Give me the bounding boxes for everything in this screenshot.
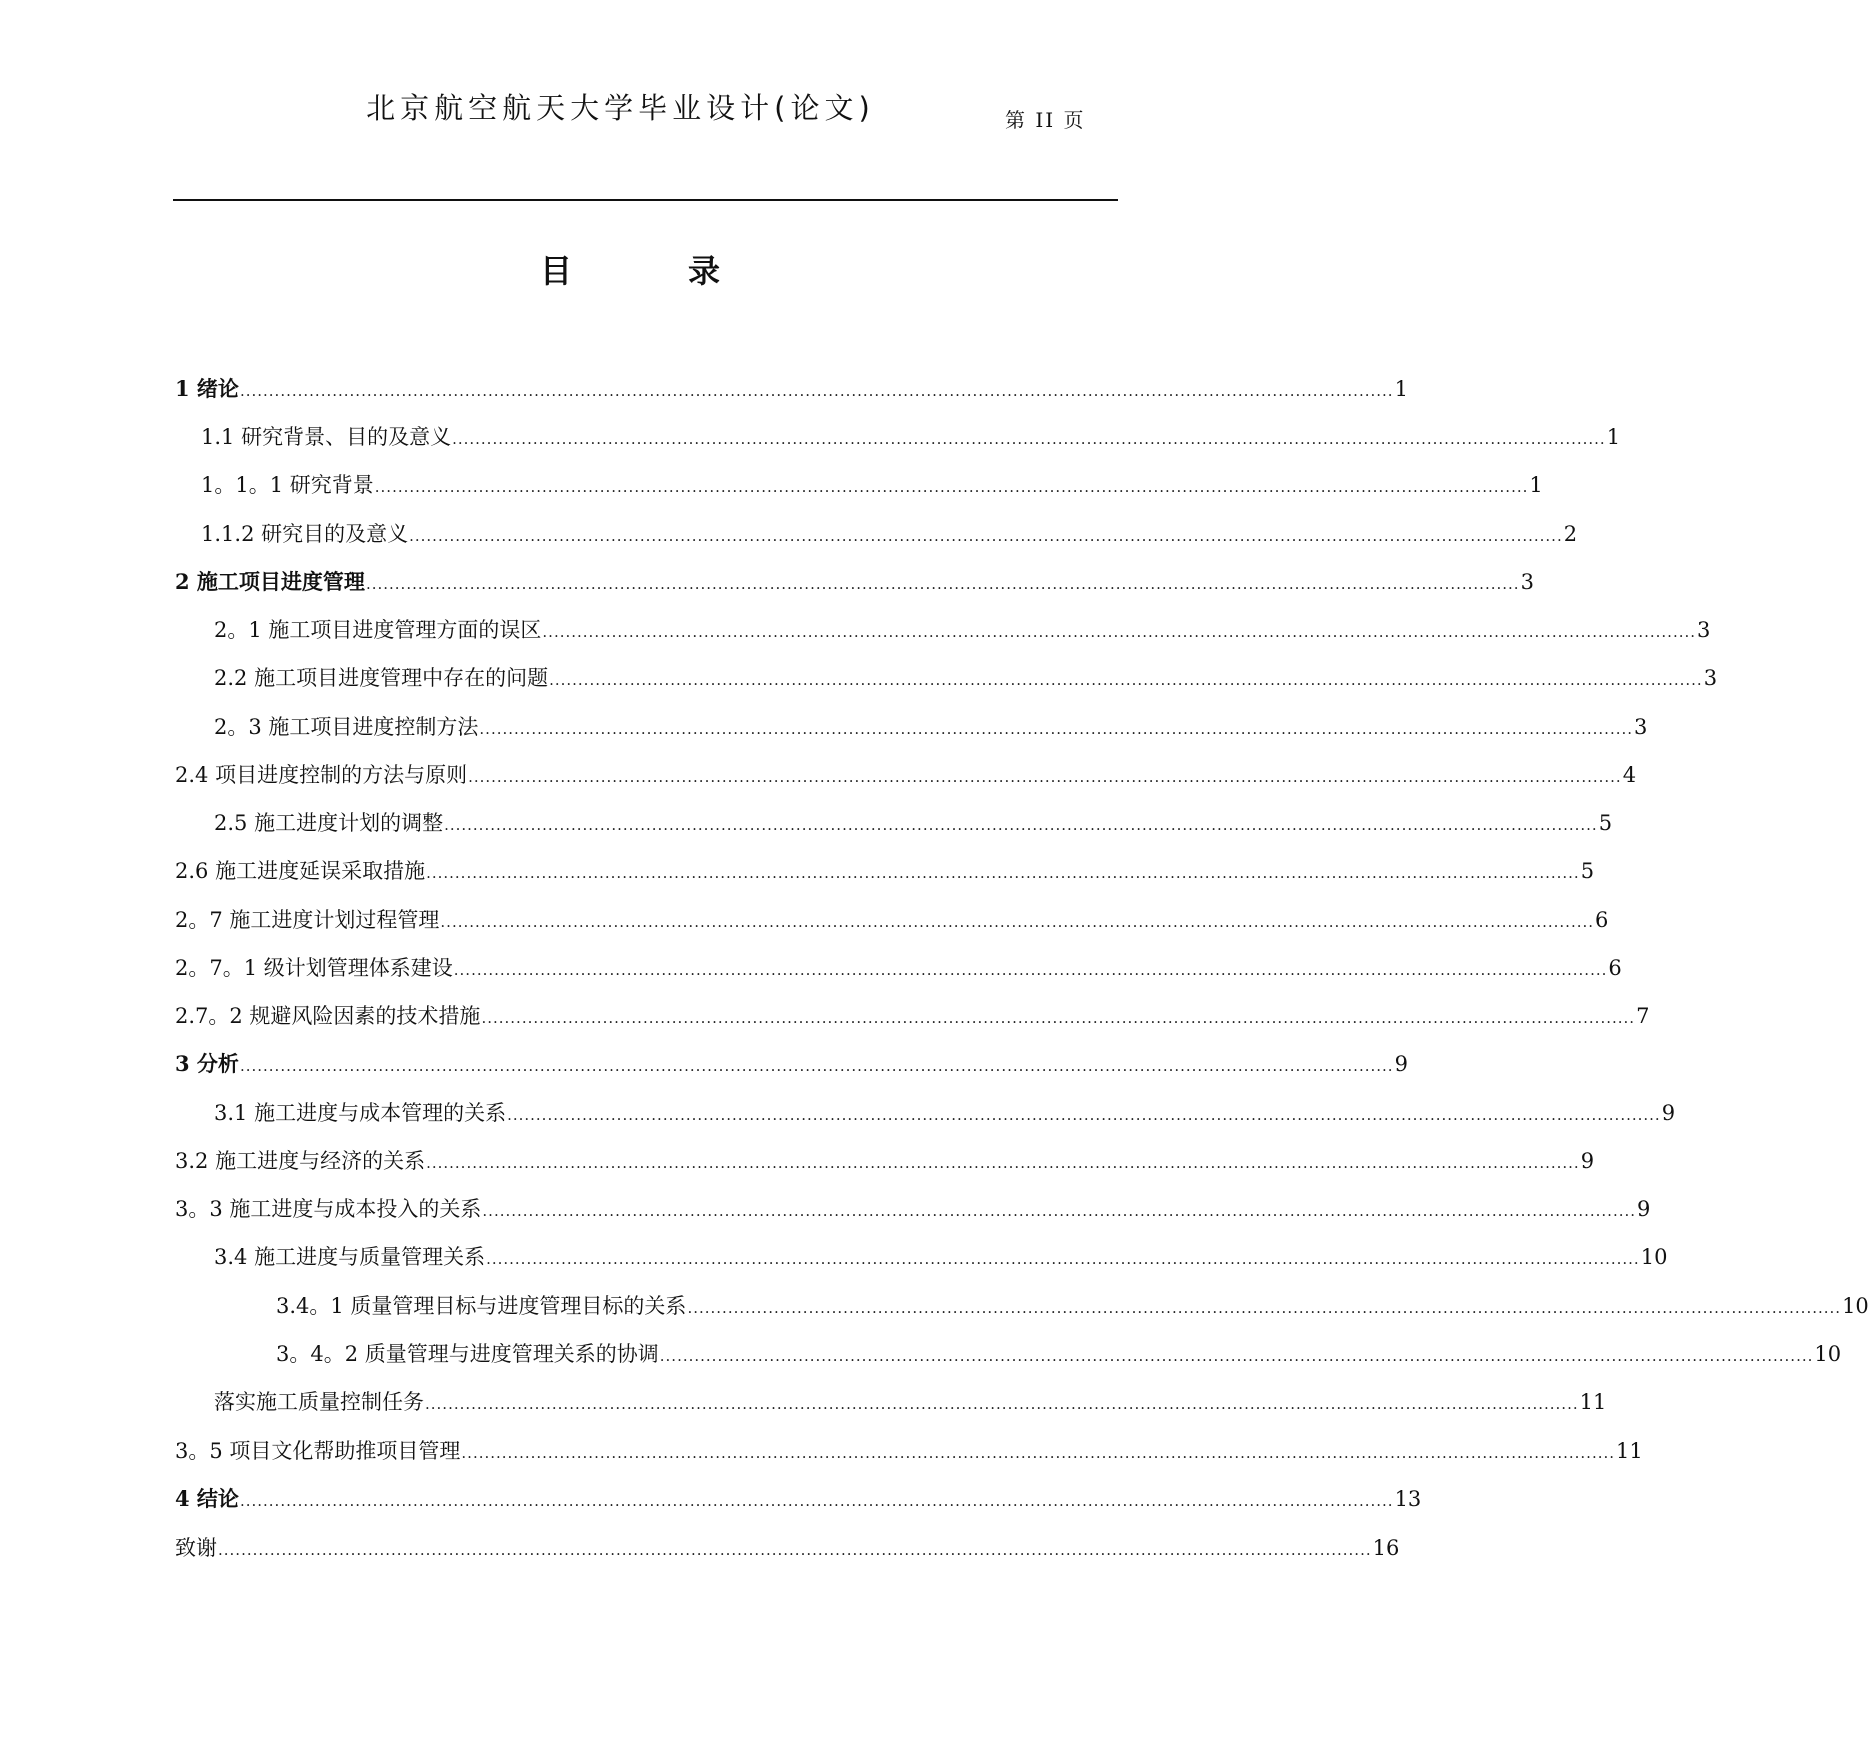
toc-entry-title: 2 施工项目进度管理	[175, 569, 365, 594]
toc-leader: ........................................................................................................................................................................................................	[409, 527, 1563, 545]
toc-entry-page: 1	[1394, 377, 1408, 401]
toc-entry-page: 4	[1622, 763, 1637, 787]
toc-entry-page: 6	[1608, 956, 1622, 980]
toc-entry[interactable]	[175, 1193, 1651, 1223]
toc-entry-page: 10	[1814, 1342, 1842, 1366]
toc-leader: ........................................................................................................................................................................................................	[425, 1395, 1579, 1413]
toc-entry-page: 1	[1606, 425, 1621, 449]
toc-entry-page: 3	[1697, 618, 1711, 642]
toc-leader: ........................................................................................................................................................................................................	[549, 671, 1703, 689]
toc-leader: ........................................................................................................................................................................................................	[482, 1202, 1637, 1220]
toc-leader: ........................................................................................................................................................................................................	[239, 1492, 1394, 1510]
toc-entry-page: 9	[1661, 1101, 1676, 1125]
toc-entry[interactable]	[201, 421, 1621, 451]
toc-entry[interactable]	[175, 373, 1408, 403]
toc-leader: ........................................................................................................................................................................................................	[468, 768, 1622, 786]
toc-entry[interactable]	[201, 518, 1578, 548]
toc-entry[interactable]	[214, 662, 1718, 692]
toc-entry-title: 致谢	[175, 1536, 217, 1560]
toc-entry[interactable]	[214, 1097, 1676, 1127]
toc-entry-title: 2。3 施工项目进度控制方法	[214, 715, 479, 739]
toc-entry-title: 2。1 施工项目进度管理方面的误区	[214, 618, 542, 642]
toc-entry[interactable]	[175, 1000, 1650, 1030]
toc-entry-page: 9	[1580, 1149, 1595, 1173]
page-number: 第 II 页	[1005, 108, 1086, 132]
toc-heading-char-2: 录	[688, 252, 721, 290]
toc-leader: ........................................................................................................................................................................................................	[239, 382, 1394, 400]
toc-leader: ........................................................................................................................................................................................................	[218, 1541, 1372, 1559]
toc-entry[interactable]	[175, 566, 1534, 596]
toc-entry-title: 3.2 施工进度与经济的关系	[175, 1149, 426, 1173]
toc-entry-page: 10	[1842, 1294, 1869, 1318]
toc-entry[interactable]	[214, 807, 1613, 837]
toc-entry-page: 6	[1595, 908, 1609, 932]
toc-entry-title: 2。7。1 级计划管理体系建设	[175, 956, 453, 980]
toc-entry-title: 2.5 施工进度计划的调整	[214, 811, 444, 835]
toc-entry-page: 9	[1394, 1052, 1408, 1076]
toc-leader: ........................................................................................................................................................................................................	[687, 1299, 1842, 1317]
toc-leader: ........................................................................................................................................................................................................	[461, 1444, 1616, 1462]
toc-entry-title: 1。1。1 研究背景	[201, 473, 374, 497]
toc-entry[interactable]	[175, 904, 1609, 934]
toc-entry[interactable]	[175, 1145, 1595, 1175]
toc-entry-page: 13	[1394, 1487, 1422, 1511]
toc-entry-page: 7	[1636, 1004, 1650, 1028]
toc-entry[interactable]	[175, 855, 1595, 885]
toc-entry-page: 3	[1634, 715, 1648, 739]
toc-leader: ........................................................................................................................................................................................................	[365, 575, 1520, 593]
toc-entry[interactable]	[175, 952, 1622, 982]
toc-entry[interactable]	[276, 1338, 1842, 1368]
toc-entry-title: 3.4。1 质量管理目标与进度管理目标的关系	[276, 1294, 687, 1318]
toc-entry-title: 3 分析	[175, 1051, 239, 1076]
toc-entry-title: 落实施工质量控制任务	[214, 1390, 424, 1414]
toc-entry-title: 2.4 项目进度控制的方法与原则	[175, 763, 468, 787]
toc-entry[interactable]	[214, 1386, 1607, 1416]
toc-entry-title: 3.4 施工进度与质量管理关系	[214, 1245, 486, 1269]
toc-entry-page: 1	[1529, 473, 1543, 497]
toc-entry-title: 1.1.2 研究目的及意义	[201, 522, 409, 546]
toc-entry-page: 5	[1598, 811, 1613, 835]
toc-entry-title: 2.2 施工项目进度管理中存在的问题	[214, 666, 549, 690]
toc-entry-title: 2。7 施工进度计划过程管理	[175, 908, 440, 932]
toc-entry-title: 1.1 研究背景、目的及意义	[201, 425, 452, 449]
toc-entry-page: 16	[1372, 1536, 1400, 1560]
toc-entry-title: 3。5 项目文化帮助推项目管理	[175, 1439, 461, 1463]
toc-leader: ........................................................................................................................................................................................................	[481, 1009, 1636, 1027]
toc-entry-page: 9	[1637, 1197, 1651, 1221]
toc-entry-title: 3。3 施工进度与成本投入的关系	[175, 1197, 482, 1221]
toc-entry-page: 10	[1640, 1245, 1668, 1269]
toc-leader: ........................................................................................................................................................................................................	[479, 720, 1634, 738]
toc-entry[interactable]	[276, 1290, 1869, 1320]
toc-entry-title: 2.7。2 规避风险因素的技术措施	[175, 1004, 481, 1028]
toc-leader: ........................................................................................................................................................................................................	[542, 623, 1697, 641]
toc-entry-page: 3	[1520, 570, 1534, 594]
toc-entry-page: 2	[1563, 522, 1578, 546]
toc-entry-page: 5	[1580, 859, 1595, 883]
header-title: 北京航空航天大学毕业设计(论文)	[366, 91, 875, 125]
toc-entry[interactable]	[214, 614, 1711, 644]
toc-entry-title: 2.6 施工进度延误采取措施	[175, 859, 426, 883]
toc-entry[interactable]	[175, 1532, 1400, 1562]
toc-leader: ........................................................................................................................................................................................................	[486, 1250, 1640, 1268]
toc-leader: ........................................................................................................................................................................................................	[444, 816, 1598, 834]
toc-leader: ........................................................................................................................................................................................................	[453, 961, 1608, 979]
toc-entry[interactable]	[175, 1435, 1643, 1465]
header-divider	[173, 199, 1118, 201]
toc-entry-page: 11	[1616, 1439, 1643, 1463]
toc-leader: ........................................................................................................................................................................................................	[452, 430, 1606, 448]
toc-heading	[0, 246, 1241, 290]
toc-entry-page: 3	[1703, 666, 1718, 690]
toc-entry-title: 4 结论	[175, 1486, 239, 1511]
toc-entry[interactable]	[175, 759, 1637, 789]
toc-entry[interactable]	[201, 469, 1543, 499]
toc-entry[interactable]	[214, 711, 1648, 741]
toc-entry[interactable]	[175, 1048, 1408, 1078]
toc-leader: ........................................................................................................................................................................................................	[659, 1347, 1814, 1365]
toc-entry-title: 1 绪论	[175, 376, 239, 401]
toc-entry[interactable]	[214, 1241, 1668, 1271]
toc-entry-page: 11	[1579, 1390, 1607, 1414]
toc-heading-char-1: 目	[540, 252, 573, 290]
toc-leader: ........................................................................................................................................................................................................	[374, 478, 1529, 496]
toc-leader: ........................................................................................................................................................................................................	[426, 864, 1580, 882]
toc-entry-title: 3。4。2 质量管理与进度管理关系的协调	[276, 1342, 659, 1366]
toc-entry[interactable]	[175, 1483, 1422, 1513]
toc-leader: ........................................................................................................................................................................................................	[507, 1106, 1661, 1124]
toc-leader: ........................................................................................................................................................................................................	[239, 1057, 1394, 1075]
toc-entry-title: 3.1 施工进度与成本管理的关系	[214, 1101, 507, 1125]
toc-leader: ........................................................................................................................................................................................................	[426, 1154, 1580, 1172]
toc-leader: ........................................................................................................................................................................................................	[440, 913, 1595, 931]
